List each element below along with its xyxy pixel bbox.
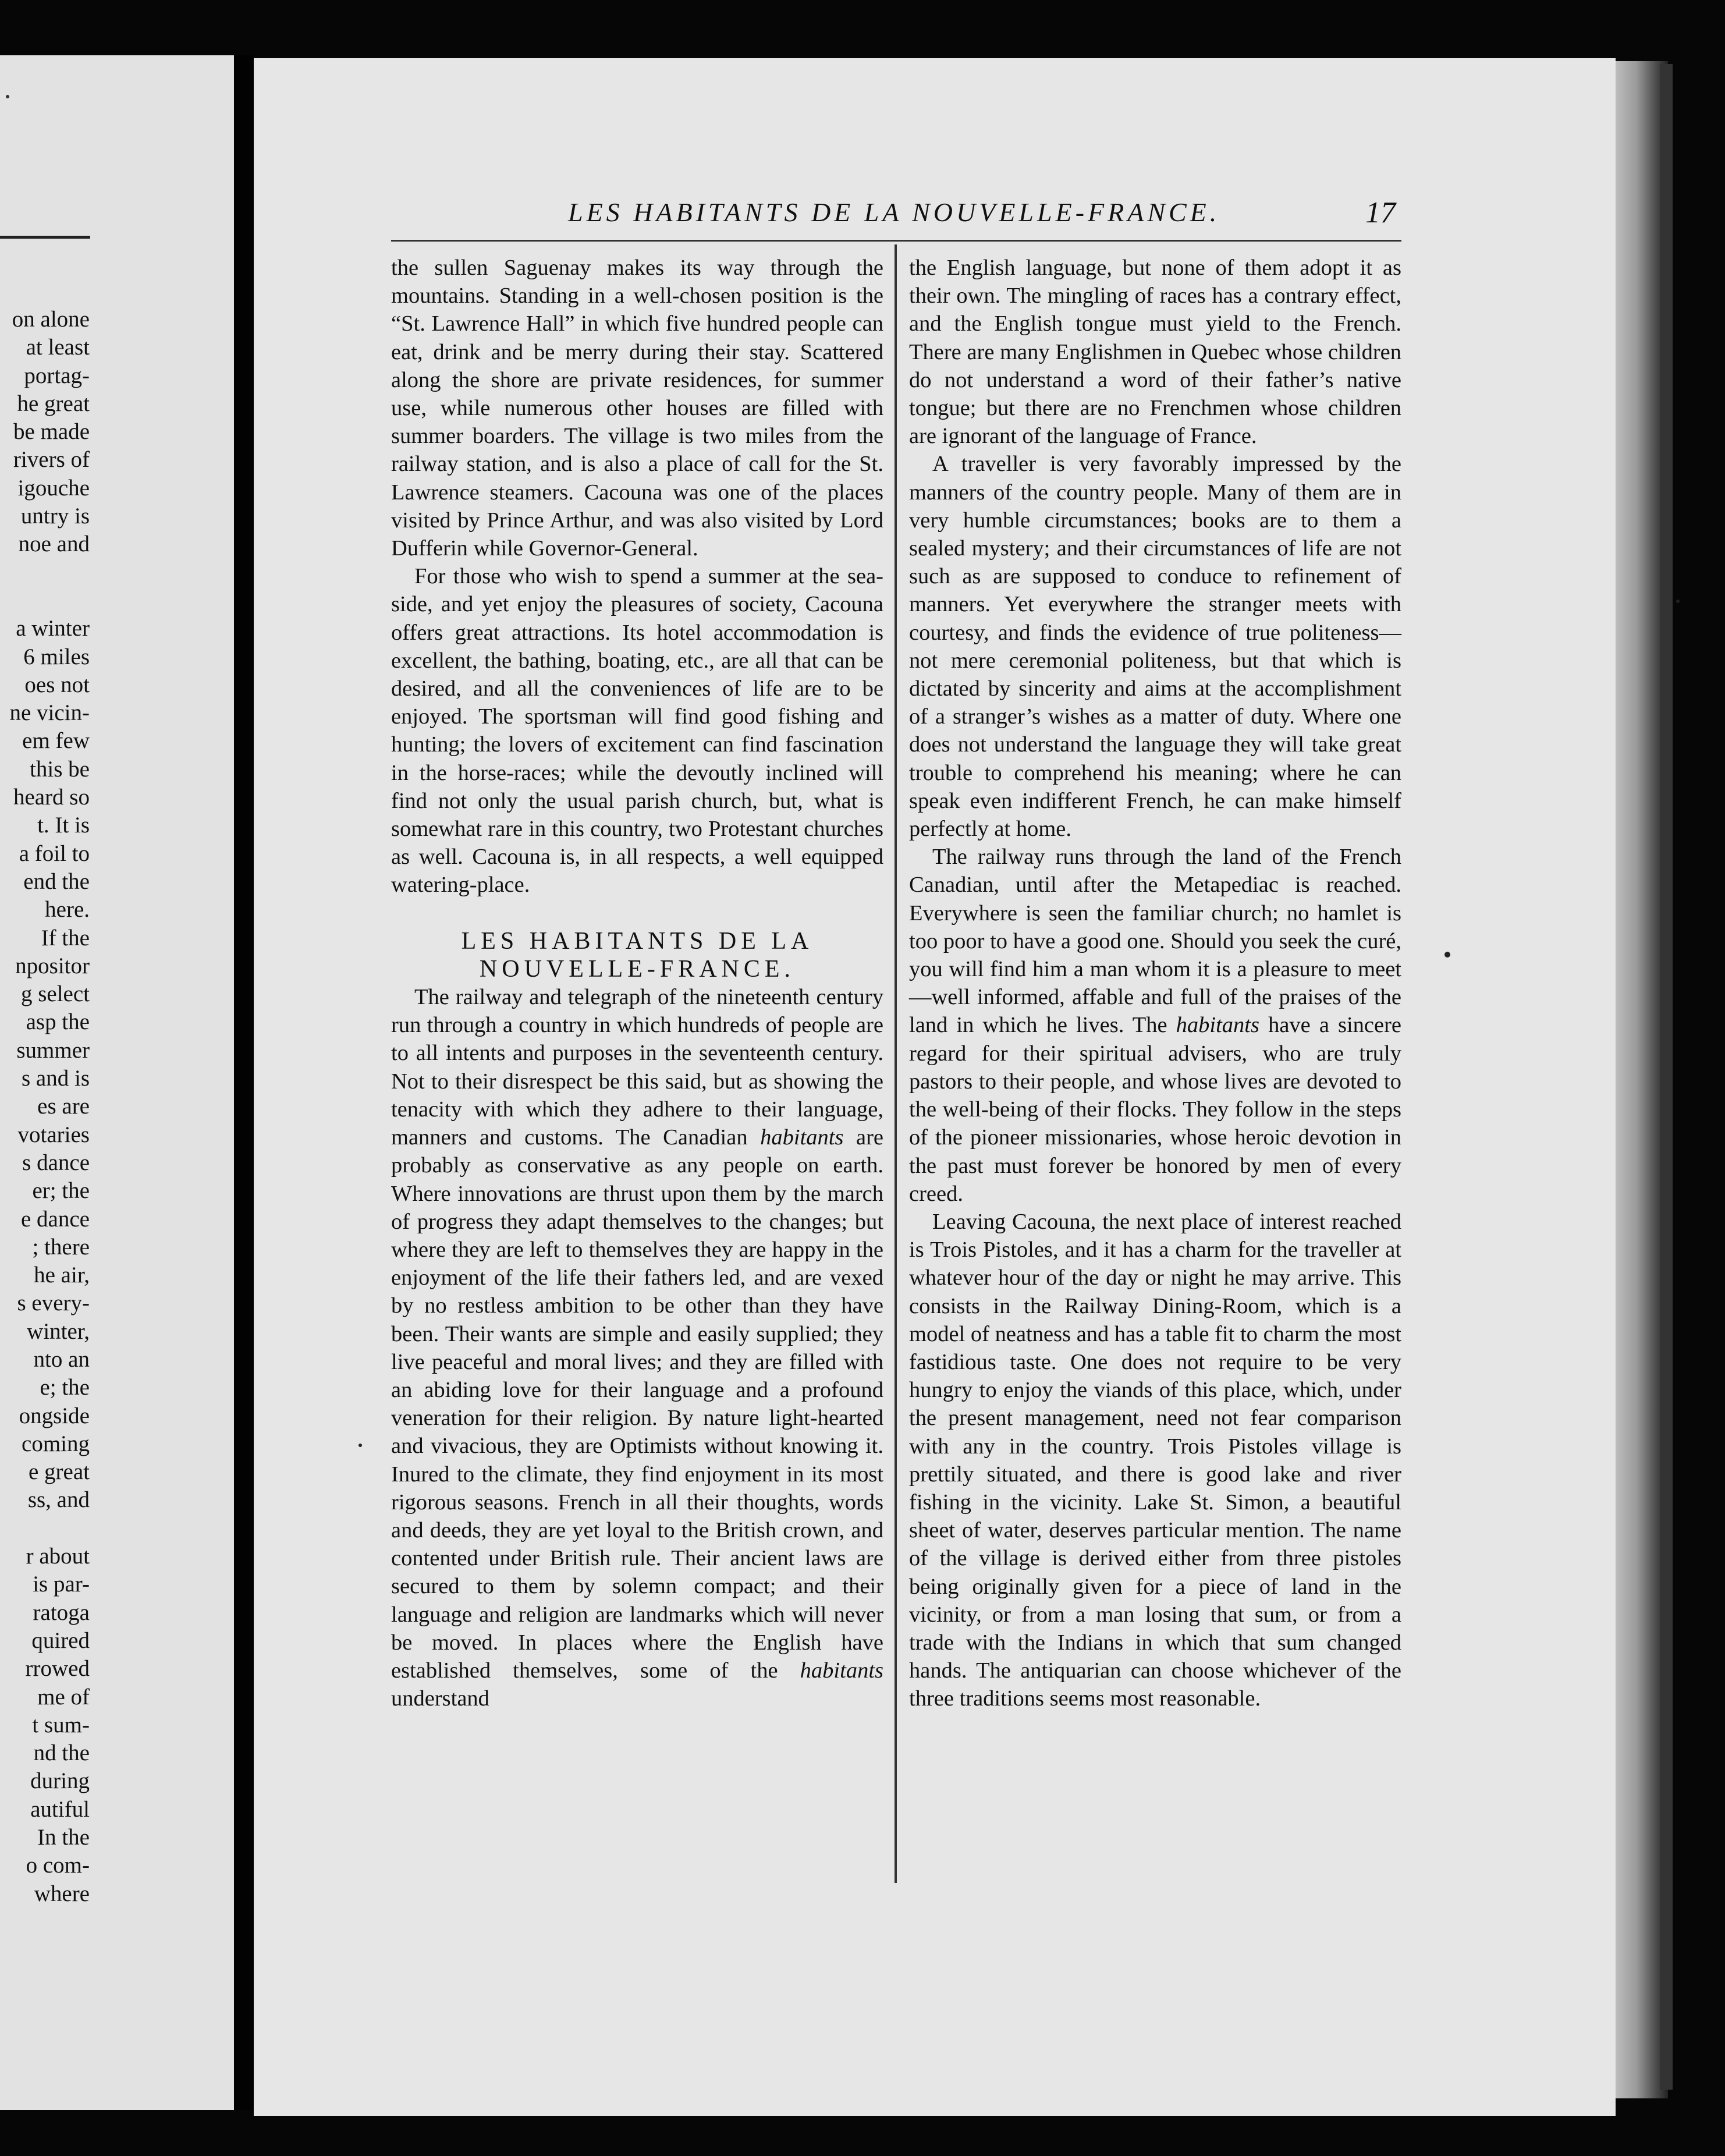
previous-page-line: nto an	[33, 1346, 90, 1372]
previous-page-line: portag-	[24, 363, 90, 388]
previous-page-line: during	[30, 1768, 90, 1794]
previous-page-line: In the	[37, 1825, 90, 1850]
previous-page-line: noe and	[18, 531, 90, 557]
book-edge-shadow	[1660, 64, 1673, 2090]
previous-page-line: untry is	[20, 503, 90, 529]
previous-page-line: ongside	[19, 1403, 90, 1428]
previous-page-line: o com-	[26, 1853, 90, 1878]
paragraph: the English language, but none of them adopt it as their own. The mingling of races has a contrary effect, and the English tongue must yield to the French. There are many Englishmen in Quebec whose children do not understand a word of their father’s native tongue; but there are no Frenchmen whose children are ignorant of the language of France.	[909, 256, 1401, 449]
previous-page-line: igouche	[17, 475, 90, 501]
previous-page-line: end the	[23, 868, 90, 894]
paragraph-text: are probably as conservative as any people on earth. Where innovations are thrust upon them by the march of progress they adapt themselves to the changes; but where they are left to themselves they are happy in the enjoyment of the life their fathers led, and are vexed by no restless ambition to be other than they have been. Their wants are simple and easily supplied; they live peaceful and moral lives; and they are filled with an abiding love for their language and a profound veneration for their religion. By nature light-hearted and vivacious, they are Optimists without knowing it. Inured to the climate, they find enjoyment in its most rigorous seasons. French in all their thoughts, words and deeds, they are yet loyal to the British crown, and contented under British rule. Their ancient laws are secured to them by solemn compact; and their language and religion are landmarks which will never be moved. In places where the English have established themselves, some of the	[391, 1125, 883, 1683]
left-column	[391, 254, 883, 1712]
previous-page-line: ratoga	[33, 1600, 90, 1625]
paragraph: Leaving Cacouna, the next place of interest reached is Trois Pistoles, and it has a charm for the traveller at whatever hour of the day or night he may arrive. This consists in the Railway Dining-Room, which is a model of neatness and has a table fit to charm the most fastidious taste. One does not require to be very hungry to enjoy the viands of this place, which, under the present management, need not fear comparison with any in the country. Trois Pistoles village is prettily situated, and there is good lake and river fishing in the vicinity. Lake St. Simon, a beautiful sheet of water, deserves particular mention. The name of the village is derived either from three pistoles being originally given for a piece of land in the vicinity, or from a man losing that sum, or from a trade with the Indians in which that sum changed hands. The antiquarian can choose whichever of the three traditions seems most reasonable.	[909, 1209, 1401, 1711]
previous-page-line: at least	[26, 335, 90, 360]
previous-page-line	[0, 1515, 90, 1542]
previous-page-line: heard so	[13, 785, 90, 810]
previous-page-line: he great	[17, 391, 90, 416]
paragraph: For those who wish to spend a summer at the sea-side, and yet enjoy the pleasures of society, Cacouna offers great attractions. Its hotel accommodation is excellent, the bathing, boating, etc., are all that can be desired, and all the conveniences of life are to be enjoyed. The sportsman will find good fishing and hunting; the lovers of excitement can find fascination in the horse-races; while the devoutly inclined will find not only the usual parish church, but, what is somewhat rare in this country, two Protestant churches as well. Cacouna is, in all respects, a well equipped watering-place.	[391, 564, 883, 898]
previous-page-line: er; the	[32, 1178, 90, 1204]
previous-page-line: rivers of	[13, 447, 90, 473]
scan-speck	[1676, 600, 1680, 603]
section-heading: LES HABITANTS DE LA NOUVELLE-FRANCE.	[461, 927, 814, 983]
column-divider	[895, 244, 897, 1883]
header-rule	[391, 240, 1401, 242]
scan-speck	[359, 1444, 362, 1447]
paragraph-text: The railway and telegraph of the nineteenth century run through a country in which hundreds of people are to all intents and purposes in the seventeenth century. Not to their disrespect be this said, but as showing the tenacity with which they adhere to their language, manners and customs. The Canadian	[391, 985, 883, 1150]
previous-page-line: a winter	[16, 616, 90, 641]
previous-page-line: e dance	[21, 1206, 90, 1232]
previous-page-fragment	[0, 55, 234, 2110]
previous-page-line: ne vicin-	[9, 700, 90, 726]
paragraph: the sullen Saguenay makes its way through the mountains. Standing in a well-chosen position is the “St. Lawrence Hall” in which five hundred people can eat, drink and be merry during their stay. Scattered along the shore are private residences, for summer use, while numerous other houses are filled with summer boarders. The village is two miles from the railway station, and is also a place of call for the St. Lawrence steamers. Cacouna was one of the places visited by Prince Arthur, and was also visited by Lord Dufferin while Governor-General.	[391, 256, 883, 561]
paragraph-text: have a sincere regard for their spiritual advisers, who are truly pastors to their people, and whose lives are devoted to the well-being of their flocks. They follow in the steps of the pioneer missionaries, whose heroic devotion in the past must forever be honored by men of every creed.	[909, 1013, 1402, 1206]
previous-page-line: this be	[30, 756, 90, 782]
previous-page-line: em few	[22, 728, 90, 754]
paragraph	[909, 843, 1401, 1208]
previous-page-line: coming	[22, 1431, 90, 1456]
previous-page-line: rrowed	[25, 1656, 90, 1682]
previous-page-line: t. It is	[37, 813, 90, 838]
previous-page-line: 6 miles	[23, 644, 90, 669]
previous-page-line: is par-	[33, 1572, 90, 1597]
previous-page-line: e great	[28, 1459, 90, 1485]
previous-page-line: s and is	[22, 1066, 90, 1091]
previous-page-line	[0, 587, 90, 615]
previous-page-line: e; the	[40, 1375, 90, 1400]
scan-speck	[1444, 952, 1450, 958]
page-number: 17	[1365, 196, 1396, 229]
previous-page-rule	[0, 236, 90, 239]
previous-page-line: autiful	[30, 1796, 90, 1822]
paragraph	[391, 983, 883, 1712]
paragraph-text: The railway runs through the land of the French Canadian, until after the Metapediac is reached. Everywhere is seen the familiar church; no hamlet is too poor to have a good one. Should you seek the curé, you will find him a man whom it is a pleasure to meet—well informed, affable and full of the praises of the land in which he lives. The	[909, 845, 1401, 1038]
previous-page-line: s every-	[17, 1290, 90, 1316]
previous-page-line: nd the	[33, 1740, 90, 1766]
italic-term: habitants	[760, 1125, 844, 1150]
previous-page-line: If the	[41, 925, 90, 951]
previous-page-line	[0, 559, 90, 587]
italic-term: habitants	[1176, 1013, 1259, 1038]
previous-page-line: he air,	[34, 1263, 90, 1288]
previous-page-line: votaries	[17, 1122, 90, 1147]
previous-page-line: ; there	[32, 1234, 90, 1260]
scan-speck	[6, 95, 9, 98]
previous-page-line: where	[34, 1881, 90, 1906]
previous-page-line: ss, and	[27, 1487, 90, 1513]
previous-page-line: es are	[37, 1094, 90, 1119]
paragraph: A traveller is very favorably impressed by the manners of the country people. Many of them are in very humble circumstances; books are to them a sealed mystery; and their circumstances of life are not such as are supposed to conduce to refinement of manners. Yet everywhere the stranger meets with courtesy, and finds the evidence of true politeness—not mere ceremonial politeness, but that which is dictated by sincerity and aims at the accomplishment of a stranger’s wishes as a matter of duty. Where one does not understand the language they will take great trouble to comprehend his meaning; where he can speak even indifferent French, he can make himself perfectly at home.	[909, 452, 1401, 842]
previous-page-line: here.	[45, 897, 90, 923]
previous-page-line: a foil to	[19, 841, 90, 866]
previous-page-line: on alone	[12, 307, 90, 332]
italic-term: habitants	[800, 1658, 883, 1683]
running-head: LES HABITANTS DE LA NOUVELLE-FRANCE.	[568, 197, 1220, 227]
book-gutter	[234, 55, 254, 2110]
previous-page-line: r about	[26, 1544, 90, 1569]
previous-page-line: summer	[16, 1037, 90, 1063]
previous-page-line: oes not	[24, 672, 90, 697]
previous-page-line: asp the	[26, 1009, 90, 1035]
previous-page-line: g select	[20, 981, 90, 1007]
previous-page-line: t sum-	[32, 1712, 90, 1737]
previous-page-line: quired	[31, 1627, 90, 1653]
previous-page-line: s dance	[22, 1150, 90, 1175]
previous-page-line: winter,	[27, 1318, 90, 1344]
previous-page-text	[0, 306, 90, 1908]
previous-page-line: npositor	[15, 953, 90, 978]
right-column	[909, 254, 1401, 1713]
paragraph-text: understand	[391, 1686, 489, 1711]
previous-page-line: me of	[37, 1684, 90, 1710]
previous-page-line: be made	[13, 419, 90, 445]
